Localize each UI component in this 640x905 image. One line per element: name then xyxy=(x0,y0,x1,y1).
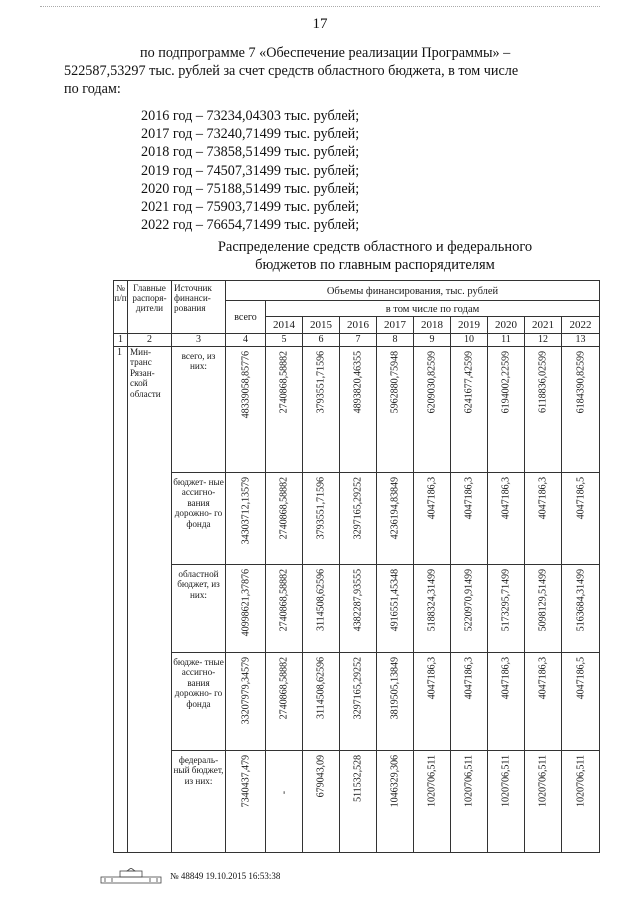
year-value-cell xyxy=(525,473,562,565)
table-row xyxy=(114,751,600,853)
column-number: 5 xyxy=(266,334,303,347)
year-value-cell xyxy=(525,653,562,751)
cell-value: 3793551,71596 xyxy=(315,477,327,540)
cell-value: 7340437,479 xyxy=(240,755,251,808)
year-value-cell xyxy=(340,473,377,565)
source-cell: федераль- ный бюджет, из них: xyxy=(172,751,226,853)
header-year: 2015 xyxy=(303,317,340,334)
table-row xyxy=(114,565,600,653)
paragraph-line-3: по годам: xyxy=(64,81,121,97)
year-value-cell xyxy=(303,473,340,565)
year-value-cell xyxy=(303,565,340,653)
cell-value: 679043,09 xyxy=(315,755,327,798)
year-value-cell xyxy=(525,565,562,653)
header-year: 2020 xyxy=(488,317,525,334)
cell-value: 5163684,31499 xyxy=(575,569,586,632)
header-year: 2017 xyxy=(377,317,414,334)
cell-value: 3819505,13849 xyxy=(389,657,401,720)
cell-value: 1020706,511 xyxy=(500,755,512,808)
cell-value: 4047186,3 xyxy=(463,477,475,520)
year-value-cell xyxy=(377,565,414,653)
table-title-line-2: бюджетов по главным распорядителям xyxy=(255,257,495,273)
list-item: 2018 год – 73858,51499 тыс. рублей; xyxy=(141,144,360,161)
cell-value: 5962880,75948 xyxy=(389,351,401,414)
cell-value: - xyxy=(278,791,290,795)
cell-value: 4047186,3 xyxy=(537,657,549,700)
year-value-cell xyxy=(414,653,451,751)
years-list xyxy=(141,107,359,234)
year-value-cell xyxy=(562,565,600,653)
year-value-cell xyxy=(377,751,414,853)
cell-value: 1020706,511 xyxy=(537,755,549,808)
budget-table xyxy=(113,280,600,853)
paragraph-line-1: по подпрограмме 7 «Обеспечение реализации Программы» – xyxy=(140,45,511,61)
cell-value: 3114508,62596 xyxy=(315,569,327,631)
year-value-cell xyxy=(340,653,377,751)
year-value-cell xyxy=(451,653,488,751)
year-value-cell xyxy=(451,565,488,653)
year-value-cell xyxy=(303,653,340,751)
year-value-cell xyxy=(266,473,303,565)
column-number: 8 xyxy=(377,334,414,347)
source-cell: бюдже- тные ассигно- вания дорожно- го фонда xyxy=(172,653,226,751)
year-value-cell xyxy=(414,565,451,653)
top-scan-line xyxy=(40,6,600,8)
year-value-cell xyxy=(303,347,340,473)
header-year: 2018 xyxy=(414,317,451,334)
table-title-line-1: Распределение средств областного и федерального xyxy=(217,239,533,255)
cell-value: 5220970,91499 xyxy=(463,569,475,632)
table-row xyxy=(114,473,600,565)
cell-value: 6241677,42599 xyxy=(463,351,475,414)
year-value-cell xyxy=(451,751,488,853)
header-volumes: Объемы финансирования, тыс. рублей xyxy=(226,281,600,301)
column-number: 2 xyxy=(128,334,172,347)
column-number: 11 xyxy=(488,334,525,347)
year-value-cell xyxy=(488,751,525,853)
year-value-cell xyxy=(562,751,600,853)
year-value-cell xyxy=(414,751,451,853)
year-value-cell xyxy=(266,653,303,751)
column-number: 9 xyxy=(414,334,451,347)
year-value-cell xyxy=(266,565,303,653)
organization-cell: Мин- транс Рязан- ской области xyxy=(128,347,172,853)
year-value-cell xyxy=(488,653,525,751)
source-cell: всего, из них: xyxy=(172,347,226,473)
list-item: 2019 год – 74507,31499 тыс. рублей; xyxy=(141,162,360,179)
column-number: 6 xyxy=(303,334,340,347)
year-value-cell xyxy=(266,751,303,853)
cell-value: 6118836,02599 xyxy=(537,351,549,413)
cell-value: 6194002,22599 xyxy=(500,351,512,414)
cell-value: 2740868,58882 xyxy=(278,477,290,540)
total-value-cell xyxy=(226,347,266,473)
footer-stamp xyxy=(100,868,280,884)
year-value-cell xyxy=(414,473,451,565)
cell-value: 3793551,71596 xyxy=(315,351,327,414)
header-source: Источник финанси- рования xyxy=(172,281,226,334)
building-emblem-icon xyxy=(100,868,162,884)
cell-value: 4893820,46355 xyxy=(352,351,364,414)
table-row xyxy=(114,653,600,751)
cell-value: 5173295,71499 xyxy=(500,569,512,632)
year-value-cell xyxy=(414,347,451,473)
column-number: 1 xyxy=(114,334,128,347)
column-number: 7 xyxy=(340,334,377,347)
year-value-cell xyxy=(377,347,414,473)
stamp-text: № 48849 19.10.2015 16:53:38 xyxy=(170,871,281,881)
cell-value: 3297165,29252 xyxy=(352,657,364,720)
cell-value: 4382287,93555 xyxy=(352,569,364,632)
year-value-cell xyxy=(266,347,303,473)
source-cell: бюджет- ные ассигно- вания дорожно- го фонда xyxy=(172,473,226,565)
total-value-cell xyxy=(226,565,266,653)
cell-value: 4047186,5 xyxy=(575,477,586,520)
cell-value: 48339058,85776 xyxy=(240,351,251,419)
total-value-cell xyxy=(226,751,266,853)
cell-value: 4047186,3 xyxy=(426,477,438,520)
cell-value: 2740868,58882 xyxy=(278,569,290,632)
year-value-cell xyxy=(562,653,600,751)
list-item: 2021 год – 75903,71499 тыс. рублей; xyxy=(141,199,360,216)
column-number: 10 xyxy=(451,334,488,347)
year-value-cell xyxy=(488,565,525,653)
cell-value: 5098129,51499 xyxy=(537,569,549,632)
cell-value: 4047186,3 xyxy=(500,657,512,700)
header-year: 2016 xyxy=(340,317,377,334)
column-number: 12 xyxy=(525,334,562,347)
cell-value: 1020706,511 xyxy=(426,755,438,808)
cell-value: 4236194,83849 xyxy=(389,477,401,540)
header-year: 2022 xyxy=(562,317,600,334)
cell-value: 4047186,3 xyxy=(537,477,549,520)
year-value-cell xyxy=(377,473,414,565)
budget-rows xyxy=(114,347,600,853)
header-by-years: в том числе по годам xyxy=(266,301,600,317)
year-value-cell xyxy=(525,347,562,473)
cell-value: 33207979,34579 xyxy=(240,657,251,725)
list-item: 2020 год – 75188,51499 тыс. рублей; xyxy=(141,180,360,197)
list-item: 2022 год – 76654,71499 тыс. рублей; xyxy=(141,217,360,234)
year-value-cell xyxy=(451,473,488,565)
cell-value: 5188324,31499 xyxy=(426,569,438,632)
cell-value: 2740868,58882 xyxy=(278,657,290,720)
year-value-cell xyxy=(340,565,377,653)
header-main-managers: Главные распоря- дители xyxy=(128,281,172,334)
cell-value: 4047186,5 xyxy=(575,657,586,700)
header-year: 2019 xyxy=(451,317,488,334)
cell-value: 4047186,3 xyxy=(426,657,438,700)
cell-value: 1020706,511 xyxy=(463,755,475,808)
list-item: 2017 год – 73240,71499 тыс. рублей; xyxy=(141,126,360,143)
cell-value: 1020706,511 xyxy=(575,755,586,808)
cell-value: 3297165,29252 xyxy=(352,477,364,540)
table-row xyxy=(114,347,600,473)
paragraph-line-2: 522587,53297 тыс. рублей за счет средств областного бюджета, в том числе xyxy=(64,63,519,79)
column-number: 13 xyxy=(562,334,600,347)
subprogram-paragraph xyxy=(64,44,588,98)
column-number: 3 xyxy=(172,334,226,347)
cell-value: 1046329,306 xyxy=(389,755,401,808)
header-num: № п/п xyxy=(114,281,128,334)
year-value-cell xyxy=(377,653,414,751)
cell-value: 2740868,58882 xyxy=(278,351,290,414)
page-number: 17 xyxy=(312,16,328,32)
column-number: 4 xyxy=(226,334,266,347)
year-value-cell xyxy=(451,347,488,473)
cell-value: 3114508,62596 xyxy=(315,657,327,719)
total-value-cell xyxy=(226,653,266,751)
cell-value: 34303712,13579 xyxy=(240,477,251,545)
source-cell: областной бюджет, из них: xyxy=(172,565,226,653)
column-number-row xyxy=(114,334,600,347)
year-value-cell xyxy=(488,347,525,473)
cell-value: 6184390,82599 xyxy=(575,351,586,414)
year-value-cell xyxy=(488,473,525,565)
cell-value: 4047186,3 xyxy=(463,657,475,700)
header-total: всего xyxy=(226,301,266,334)
year-value-cell xyxy=(340,751,377,853)
cell-value: 6209030,82599 xyxy=(426,351,438,414)
table-title xyxy=(110,238,640,274)
cell-value: 511532,528 xyxy=(352,755,364,803)
cell-value: 40998621,37876 xyxy=(240,569,251,637)
year-value-cell xyxy=(562,347,600,473)
year-value-cell xyxy=(303,751,340,853)
cell-value: 4047186,3 xyxy=(500,477,512,520)
header-year: 2014 xyxy=(266,317,303,334)
year-value-cell xyxy=(562,473,600,565)
header-year: 2021 xyxy=(525,317,562,334)
cell-value: 4916551,45348 xyxy=(389,569,401,632)
year-value-cell xyxy=(340,347,377,473)
row-number: 1 xyxy=(114,347,128,853)
total-value-cell xyxy=(226,473,266,565)
year-value-cell xyxy=(525,751,562,853)
list-item: 2016 год – 73234,04303 тыс. рублей; xyxy=(141,108,360,124)
